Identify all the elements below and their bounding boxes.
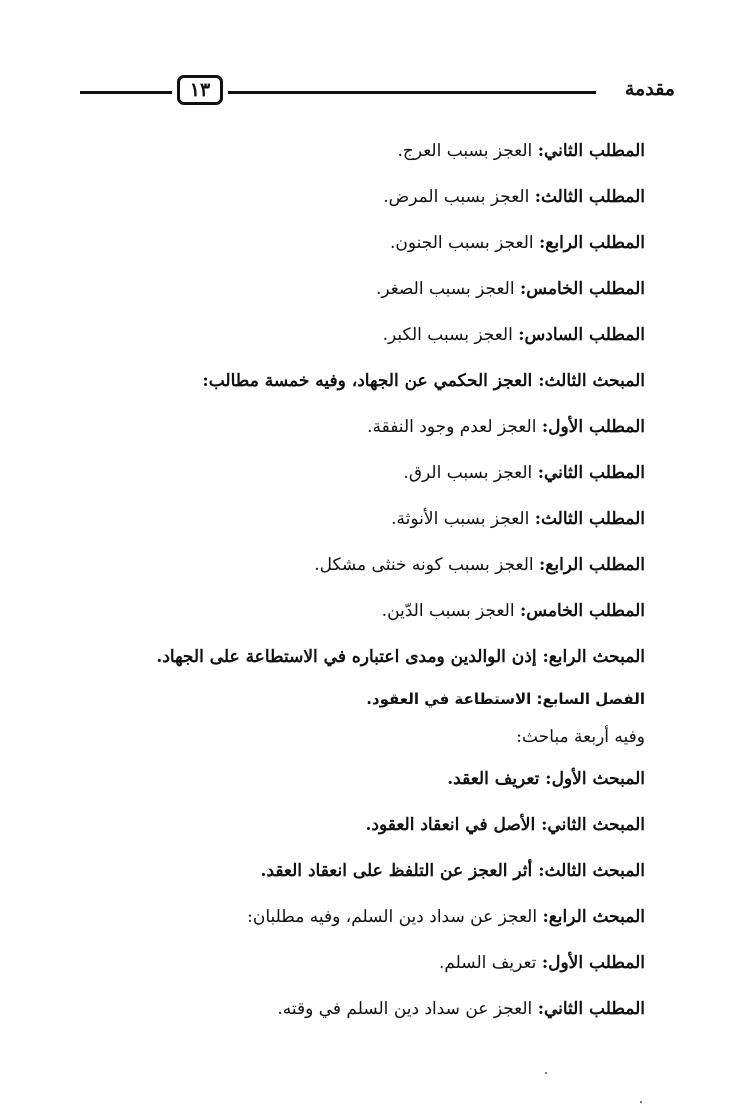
toc-line-text: العجز بسبب كونه خنثى مشكل. [314, 555, 540, 575]
toc-line-text: العجز الحكمي عن الجهاد، وفيه خمسة مطالب: [202, 371, 539, 391]
toc-line-text: العجز بسبب الجنون. [389, 233, 540, 253]
toc-line [85, 128, 645, 174]
toc-line-heading: المبحث الرابع: [542, 647, 645, 667]
toc-line-heading: المطلب الأول: [541, 953, 645, 973]
toc-line-text: الأصل في انعقاد العقود. [365, 815, 542, 835]
toc-line-text: العجز بسبب الأنوثة. [391, 509, 535, 529]
toc-line-heading: المطلب الثالث: [534, 187, 645, 207]
toc-line-heading: المطلب الرابع: [539, 555, 645, 575]
toc-line-heading: المطلب الأول: [541, 417, 645, 437]
chapter-heading-label: الفصل السابع: [536, 690, 645, 708]
scan-speck [640, 1101, 642, 1103]
running-title: مقدمة [624, 78, 675, 100]
toc-line-text: تعريف العقد. [447, 769, 546, 789]
toc-line [85, 802, 645, 848]
toc-line [85, 358, 645, 404]
toc-line [85, 756, 645, 802]
toc-line [85, 450, 645, 496]
header-rule-right [228, 91, 596, 94]
toc-line [85, 848, 645, 894]
scan-speck [545, 1072, 547, 1074]
toc-line-text: العجز عن سداد دين السلم في وقته. [277, 999, 538, 1019]
toc-line-text: العجز بسبب الدّين. [381, 601, 520, 621]
toc-line-heading: المبحث الثالث: [538, 861, 645, 881]
toc-line-text: أثر العجز عن التلفظ على انعقاد العقد. [260, 861, 539, 881]
toc-line [85, 404, 645, 450]
toc-line [85, 894, 645, 940]
toc-line-heading: المبحث الرابع: [542, 907, 645, 927]
toc-line-text: تعريف السلم. [438, 953, 542, 973]
toc-line-text: إذن الوالدين ومدى اعتباره في الاستطاعة على الجهاد. [156, 647, 543, 667]
toc-line-heading: المطلب الخامس: [519, 601, 645, 621]
chapter-heading-text: الاستطاعة في العقود. [366, 690, 537, 708]
toc-line-text: العجز بسبب العرج. [397, 141, 538, 161]
toc-line [85, 312, 645, 358]
toc-line-heading: المطلب السادس: [518, 325, 645, 345]
toc-line-heading: المطلب الرابع: [539, 233, 645, 253]
toc-line-text: العجز عن سداد دين السلم، وفيه مطلبان: [247, 907, 543, 927]
toc-line-heading: المبحث الثالث: [538, 371, 645, 391]
page-number: ١٣ [177, 75, 223, 105]
toc-line-heading: المطلب الثاني: [537, 999, 645, 1019]
toc-line-heading: المطلب الثاني: [537, 141, 645, 161]
table-of-contents [85, 128, 645, 1032]
toc-line [85, 940, 645, 986]
toc-line-heading: المطلب الثالث: [534, 509, 645, 529]
header-rule-left [80, 91, 172, 94]
toc-line [85, 718, 645, 756]
toc-line [85, 496, 645, 542]
toc-line [85, 542, 645, 588]
toc-line-text: العجز لعدم وجود النفقة. [367, 417, 542, 437]
toc-line-text: وفيه أربعة مباحث: [516, 727, 645, 747]
toc-line-text: العجز بسبب الكبر. [382, 325, 519, 345]
toc-line [85, 588, 645, 634]
page-header [80, 70, 675, 114]
toc-line [85, 174, 645, 220]
toc-line-heading: المبحث الأول: [545, 769, 645, 789]
toc-line [85, 986, 645, 1032]
toc-line [85, 266, 645, 312]
toc-line-text: العجز بسبب المرض. [383, 187, 535, 207]
toc-line-heading: المبحث الثاني: [541, 815, 645, 835]
toc-line-heading: المطلب الثاني: [537, 463, 645, 483]
toc-line [85, 220, 645, 266]
toc-line [85, 634, 645, 680]
toc-line-text: العجز بسبب الرق. [403, 463, 538, 483]
toc-line-text: العجز بسبب الصغر. [375, 279, 520, 299]
toc-line-heading: المطلب الخامس: [519, 279, 645, 299]
chapter-heading [85, 680, 645, 718]
